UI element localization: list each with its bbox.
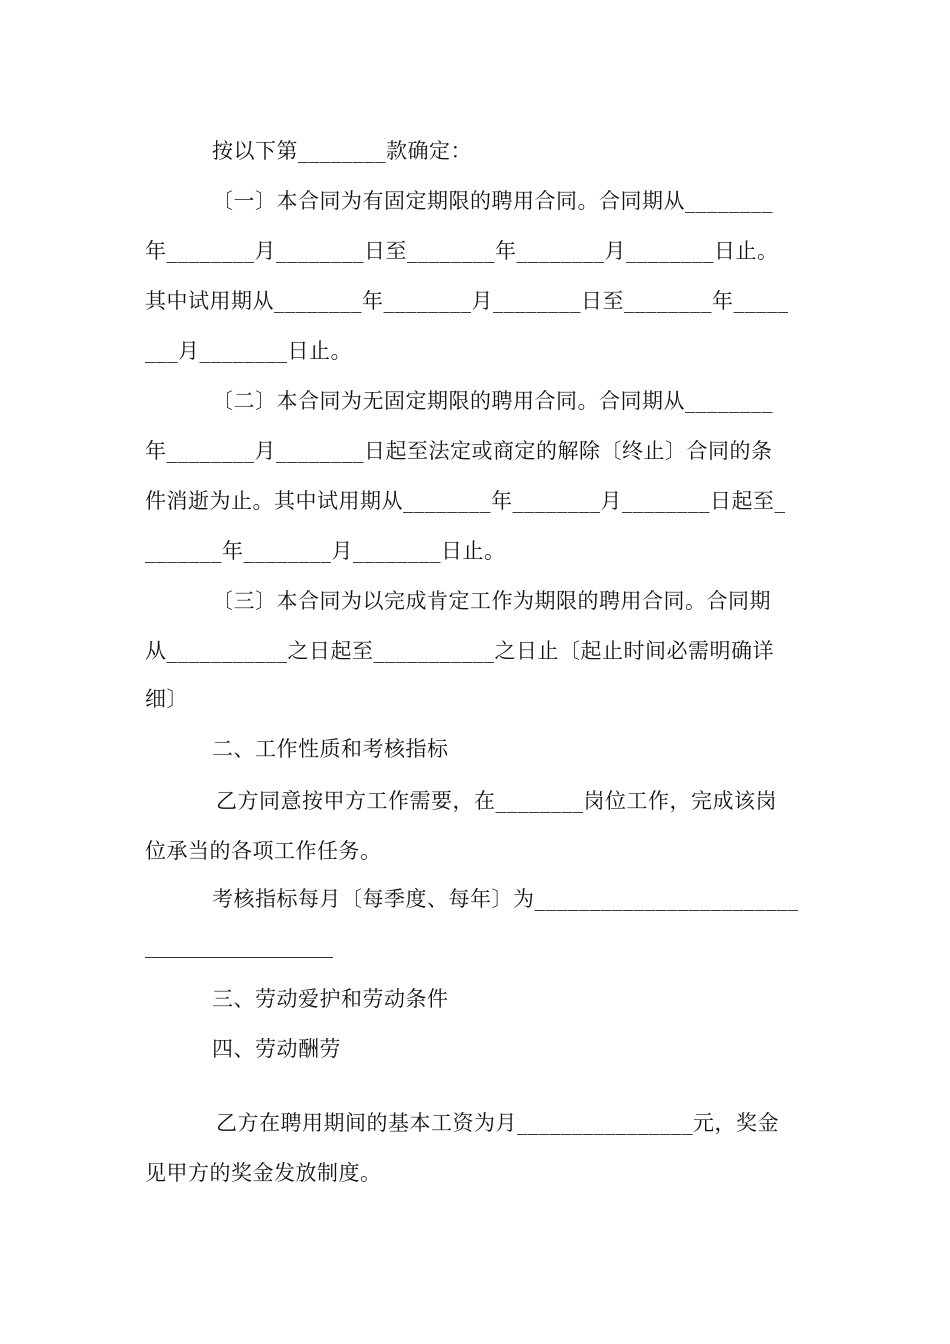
option-three-line-2: 从___________之日起至___________之日止〔起止时间必需明确详	[145, 639, 774, 663]
salary-paragraph-line-1: 乙方在聘用期间的基本工资为月________________元，奖金	[216, 1111, 779, 1135]
option-one-line-1: 〔一〕本合同为有固定期限的聘用合同。合同期从________	[212, 189, 773, 213]
option-two-line-3: 件消逝为止。其中试用期从________年________月________日起至_	[145, 489, 786, 513]
option-one-line-3: 其中试用期从________年________月________日至________年_____	[145, 289, 789, 313]
clause-select-line: 按以下第________款确定：	[212, 139, 472, 163]
option-two-line-2: 年________月________日起至法定或商定的解除〔终止〕合同的条	[145, 439, 773, 463]
salary-paragraph-line-2: 见甲方的奖金发放制度。	[145, 1161, 382, 1185]
option-three-line-3: 细〕	[145, 687, 188, 711]
option-three-line-1: 〔三〕本合同为以完成肯定工作为期限的聘用合同。合同期	[212, 589, 771, 613]
option-one-line-4: ___月________日止。	[145, 339, 352, 363]
option-two-line-4: _______年________月________日止。	[145, 539, 506, 563]
section-three-heading: 三、劳动爱护和劳动条件	[212, 987, 449, 1011]
duty-paragraph-line-2: 位承当的各项工作任务。	[145, 839, 382, 863]
option-one-line-2: 年________月________日至________年________月________日止。	[145, 239, 779, 263]
section-four-heading: 四、劳动酬劳	[212, 1037, 341, 1061]
assessment-line: 考核指标每月〔每季度、每年〕为________________________	[212, 887, 799, 911]
option-two-line-1: 〔二〕本合同为无固定期限的聘用合同。合同期从________	[212, 389, 773, 413]
section-two-heading: 二、工作性质和考核指标	[212, 737, 449, 761]
duty-paragraph-line-1: 乙方同意按甲方工作需要，在________岗位工作，完成该岗	[216, 789, 777, 813]
assessment-blank-continuation	[145, 957, 333, 958]
